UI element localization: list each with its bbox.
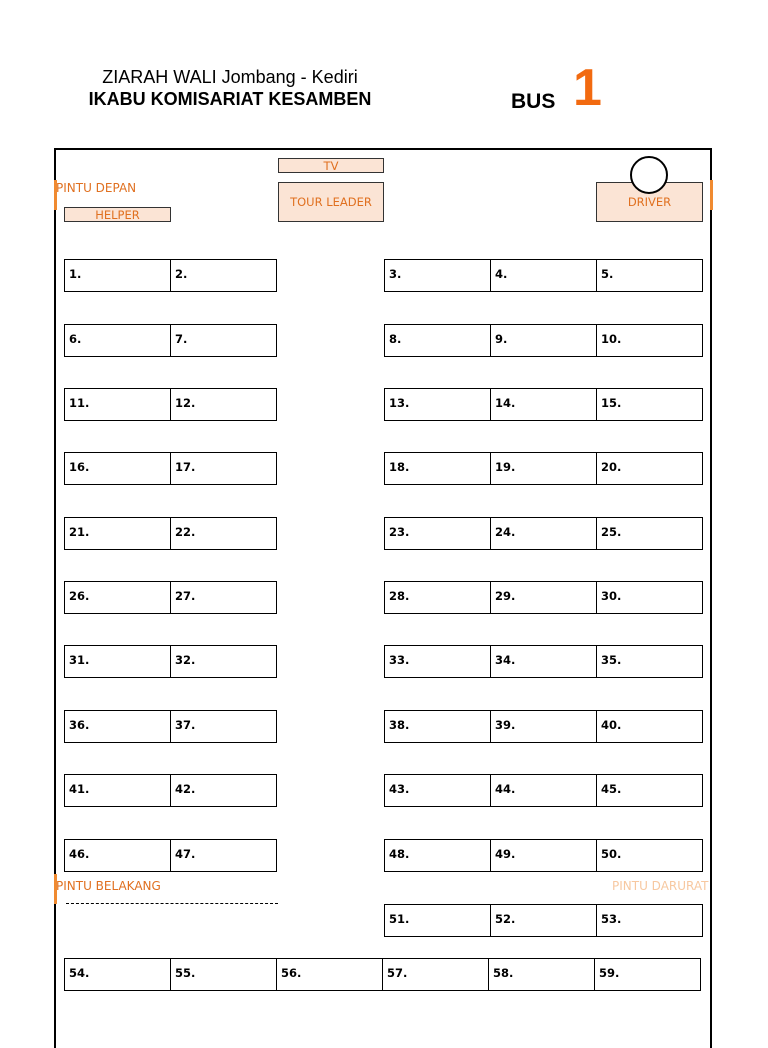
seat-53[interactable]: 53. [596, 904, 703, 937]
seat-group-row7-right [384, 645, 702, 678]
seat-21[interactable]: 21. [64, 517, 171, 550]
seat-47[interactable]: 47. [170, 839, 277, 872]
title-line-2: IKABU KOMISARIAT KESAMBEN [88, 89, 372, 109]
seat-group-back-row [64, 958, 700, 991]
seat-25[interactable]: 25. [596, 517, 703, 550]
seat-group-row5-left [64, 517, 276, 550]
seat-49[interactable]: 49. [490, 839, 597, 872]
seat-group-row9-right [384, 774, 702, 807]
seat-group-row9-left [64, 774, 276, 807]
front-door-label: PINTU DEPAN [56, 181, 137, 195]
seat-59[interactable]: 59. [594, 958, 701, 991]
seat-group-row8-left [64, 710, 276, 743]
seat-15[interactable]: 15. [596, 388, 703, 421]
seat-group-row3-right [384, 388, 702, 421]
bus-number: 1 [573, 59, 602, 117]
emergency-door-label: PINTU DARURAT [612, 879, 709, 893]
seat-20[interactable]: 20. [596, 452, 703, 485]
seat-52[interactable]: 52. [490, 904, 597, 937]
seat-51[interactable]: 51. [384, 904, 491, 937]
tour-leader-box: TOUR LEADER [278, 182, 384, 222]
seat-group-row11-right [384, 904, 702, 937]
seat-22[interactable]: 22. [170, 517, 277, 550]
seat-54[interactable]: 54. [64, 958, 171, 991]
seat-17[interactable]: 17. [170, 452, 277, 485]
seat-36[interactable]: 36. [64, 710, 171, 743]
seat-26[interactable]: 26. [64, 581, 171, 614]
seat-group-row6-right [384, 581, 702, 614]
seat-44[interactable]: 44. [490, 774, 597, 807]
seat-56[interactable]: 56. [276, 958, 383, 991]
seat-11[interactable]: 11. [64, 388, 171, 421]
seat-12[interactable]: 12. [170, 388, 277, 421]
seat-group-row8-right [384, 710, 702, 743]
seat-46[interactable]: 46. [64, 839, 171, 872]
driver-door-marker [710, 180, 713, 210]
seat-33[interactable]: 33. [384, 645, 491, 678]
seat-39[interactable]: 39. [490, 710, 597, 743]
tv-box: TV [278, 158, 384, 173]
seat-41[interactable]: 41. [64, 774, 171, 807]
seat-18[interactable]: 18. [384, 452, 491, 485]
seat-29[interactable]: 29. [490, 581, 597, 614]
seat-55[interactable]: 55. [170, 958, 277, 991]
seat-23[interactable]: 23. [384, 517, 491, 550]
seat-group-row10-left [64, 839, 276, 872]
seat-50[interactable]: 50. [596, 839, 703, 872]
seat-group-row4-right [384, 452, 702, 485]
seat-27[interactable]: 27. [170, 581, 277, 614]
seat-31[interactable]: 31. [64, 645, 171, 678]
seat-9[interactable]: 9. [490, 324, 597, 357]
seat-group-row1-left [64, 259, 276, 292]
seat-38[interactable]: 38. [384, 710, 491, 743]
seat-16[interactable]: 16. [64, 452, 171, 485]
seat-28[interactable]: 28. [384, 581, 491, 614]
seat-24[interactable]: 24. [490, 517, 597, 550]
seat-4[interactable]: 4. [490, 259, 597, 292]
seat-group-row6-left [64, 581, 276, 614]
seat-45[interactable]: 45. [596, 774, 703, 807]
seat-5[interactable]: 5. [596, 259, 703, 292]
seat-group-row10-right [384, 839, 702, 872]
title-line-1: ZIARAH WALI Jombang - Kediri [102, 67, 358, 87]
seat-6[interactable]: 6. [64, 324, 171, 357]
seat-group-row1-right [384, 259, 702, 292]
seat-34[interactable]: 34. [490, 645, 597, 678]
seat-40[interactable]: 40. [596, 710, 703, 743]
seat-group-row5-right [384, 517, 702, 550]
seat-14[interactable]: 14. [490, 388, 597, 421]
seat-8[interactable]: 8. [384, 324, 491, 357]
seat-7[interactable]: 7. [170, 324, 277, 357]
seat-10[interactable]: 10. [596, 324, 703, 357]
driver-box: DRIVER [596, 182, 703, 222]
seat-group-row2-left [64, 324, 276, 357]
seat-group-row3-left [64, 388, 276, 421]
seat-2[interactable]: 2. [170, 259, 277, 292]
seat-group-row7-left [64, 645, 276, 678]
seat-1[interactable]: 1. [64, 259, 171, 292]
seat-group-row4-left [64, 452, 276, 485]
rear-door-dashed-line [66, 903, 278, 904]
seat-58[interactable]: 58. [488, 958, 595, 991]
seat-32[interactable]: 32. [170, 645, 277, 678]
seat-42[interactable]: 42. [170, 774, 277, 807]
seat-3[interactable]: 3. [384, 259, 491, 292]
seat-13[interactable]: 13. [384, 388, 491, 421]
steering-wheel-icon [630, 156, 668, 194]
seat-43[interactable]: 43. [384, 774, 491, 807]
seat-35[interactable]: 35. [596, 645, 703, 678]
helper-box: HELPER [64, 207, 171, 222]
seat-group-row2-right [384, 324, 702, 357]
seat-19[interactable]: 19. [490, 452, 597, 485]
bus-label: BUS [511, 90, 556, 113]
seat-37[interactable]: 37. [170, 710, 277, 743]
rear-door-label: PINTU BELAKANG [56, 879, 161, 893]
seat-30[interactable]: 30. [596, 581, 703, 614]
seat-48[interactable]: 48. [384, 839, 491, 872]
seat-57[interactable]: 57. [382, 958, 489, 991]
